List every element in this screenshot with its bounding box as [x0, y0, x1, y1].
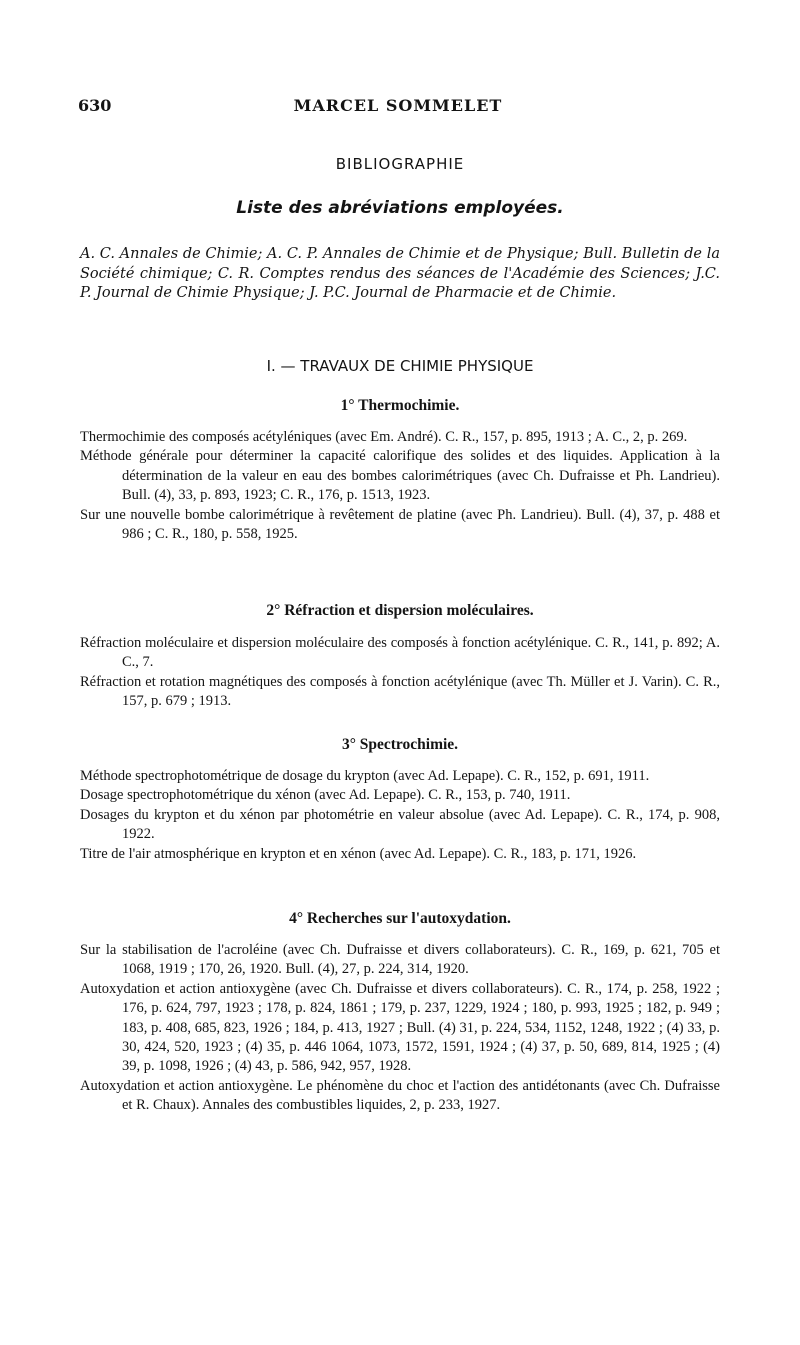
abbreviations-text: A. C. Annales de Chimie; A. C. P. Annales de Chimie et de Physique; Bull. Bulletin de la Société chimique; C. R. Comptes rendus des séances de l'Académie des Sciences; J.C. P. Journal de Chimie Physique; J. P.C. Journal de Pharmacie et de Chimie.	[80, 246, 720, 301]
bibliography-entry: Thermochimie des composés acétyléniques (avec Em. André). C. R., 157, p. 895, 1913 ; A. C., 2, p. 269.	[80, 429, 688, 445]
bibliography-entry: Sur la stabilisation de l'acroléine (avec Ch. Dufraisse et divers collaborateurs). C. R., 169, p. 621, 705 et 1068, 1919 ; 170, 26, 1920. Bull. (4), 27, p. 224, 314, 1920.	[80, 942, 720, 978]
subsection-title-spectrochimie: 3° Spectrochimie.	[341, 736, 459, 753]
bibliography-entry: Titre de l'air atmosphérique en krypton et en xénon (avec Ad. Lepape). C. R., 183, p. 171, 1926.	[80, 845, 637, 862]
section-heading: I. — TRAVAUX DE CHIMIE PHYSIQUE	[266, 357, 534, 375]
running-head	[78, 96, 718, 120]
subsection-entries-spectrochimie	[80, 767, 720, 864]
subsection-entries-thermochimie	[80, 428, 720, 544]
running-title: MARCEL SOMMELET	[293, 96, 503, 115]
subsection-entries-autoxydation	[80, 941, 720, 1116]
subsection-entries-refraction	[80, 634, 720, 712]
subsection-title-thermochimie: 1° Thermochimie.	[340, 397, 460, 414]
page-number: 630	[78, 96, 112, 115]
bibliography-entry: Autoxydation et action antioxygène. Le phénomène du choc et l'action des antidétonants (avec Ch. Dufraisse et R. Chaux). Annales des combustibles liquides, 2, p. 233, 1927.	[80, 1077, 720, 1114]
subsection-title-autoxydation: 4° Recherches sur l'autoxydation.	[289, 910, 511, 927]
subsection-title-refraction: 2° Réfraction et dispersion moléculaires.	[266, 602, 534, 619]
bibliography-entry: Autoxydation et action antioxygène (avec Ch. Dufraisse et divers collaborateurs). C. R., 174, p. 258, 1922 ; 176, p. 624, 797, 1923 ; 178, p. 824, 1861 ; 179, p. 237, 1229, 1924 ; 180, p. 993, 1925 ; 182, p. 949 ; 183, p. 408, 685, 823, 1926 ; 184, p. 413, 1927 ; Bull. (4) 31, p. 224, 534, 1152, 1248, 1922 ; (4) 33, p. 30, 424, 520, 1923 ; (4) 35, p. 446 1064, 1073, 1572, 1591, 1924 ; (4) 37, p. 50, 689, 814, 1925 ; (4) 39, p. 1098, 1926 ; (4) 43, p. 586, 942, 957, 1928.	[80, 980, 720, 1075]
bibliography-entry: Méthode générale pour déterminer la capacité calorifique des solides et des liquides. Application à la détermination de la valeur en eau des bombes calorimétriques (avec Ch. Dufraisse et Ph. Landrieu). Bull. (4), 33, p. 893, 1923; C. R., 176, p. 1513, 1923.	[80, 448, 720, 504]
bibliography-entry: Réfraction et rotation magnétiques des composés à fonction acétylénique (avec Th. Müller et J. Varin). C. R., 157, p. 679 ; 1913.	[80, 673, 720, 710]
bibliography-entry: Dosage spectrophotométrique du xénon (avec Ad. Lepape). C. R., 153, p. 740, 1911.	[80, 787, 571, 804]
abbreviations-title: Liste des abréviations employées.	[236, 198, 564, 218]
bibliography-heading: BIBLIOGRAPHIE	[335, 155, 465, 173]
bibliography-entry: Sur une nouvelle bombe calorimétrique à revêtement de platine (avec Ph. Landrieu). Bull. (4), 37, p. 488 et 986 ; C. R., 180, p. 558, 1925.	[80, 506, 720, 543]
bibliography-entry: Réfraction moléculaire et dispersion moléculaire des composés à fonction acétylénique. C. R., 141, p. 892; A. C., 7.	[80, 635, 720, 671]
bibliography-entry: Méthode spectrophotométrique de dosage du krypton (avec Ad. Lepape). C. R., 152, p. 691, 1911.	[80, 768, 650, 784]
bibliography-entry: Dosages du krypton et du xénon par photométrie en valeur absolue (avec Ad. Lepape). C. R., 174, p. 908, 1922.	[80, 806, 720, 843]
